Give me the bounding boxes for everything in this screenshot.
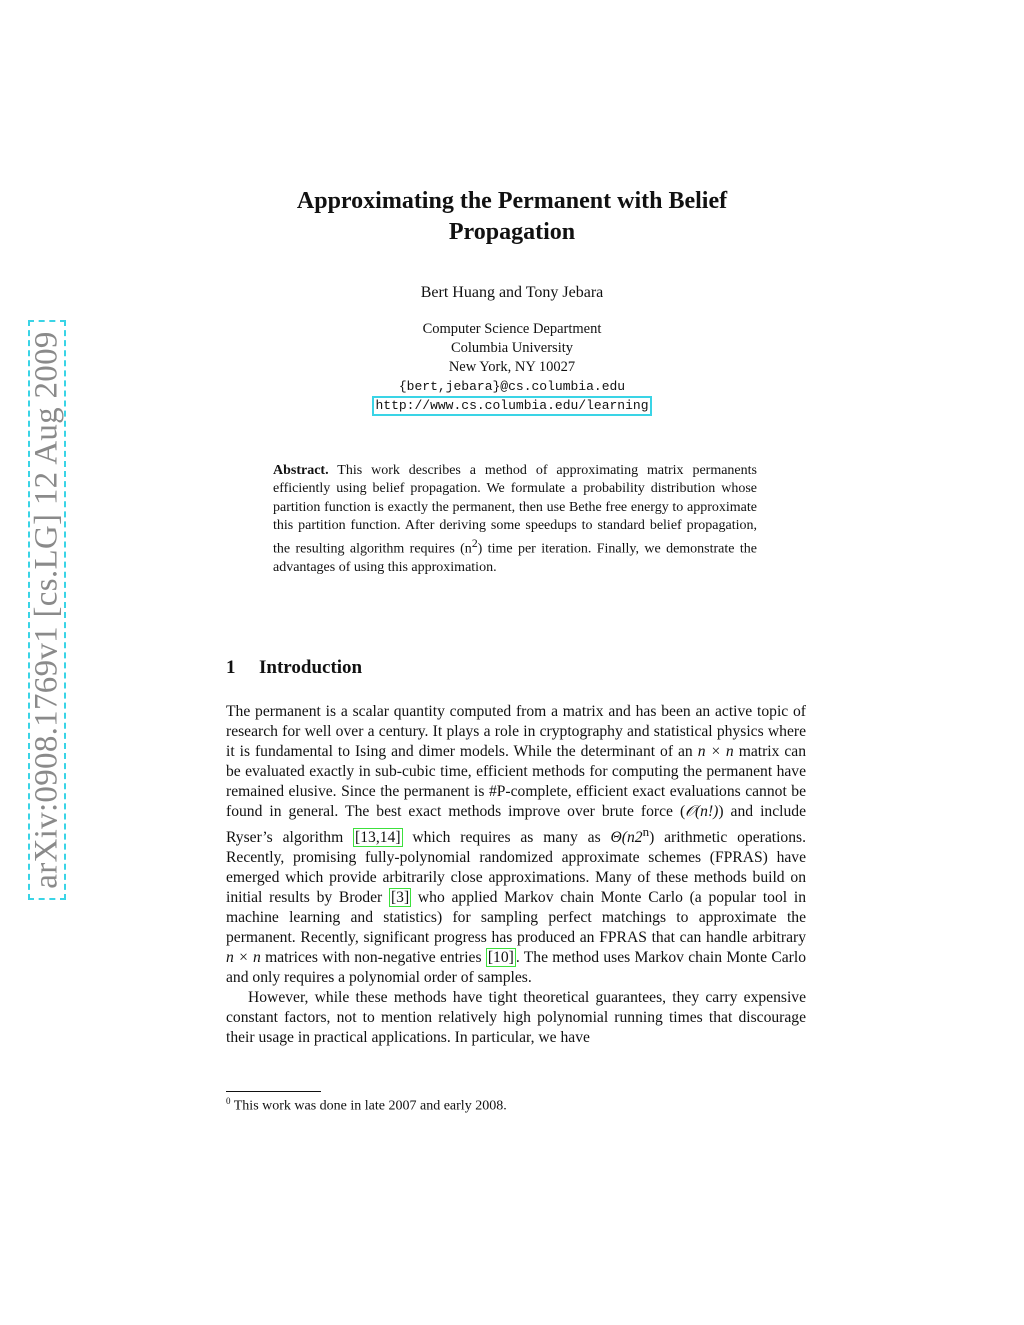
city: New York, NY 10027: [448, 359, 576, 375]
body-text: [226, 702, 806, 1048]
math-sup: n: [642, 824, 650, 839]
email: {bert,jebara}@cs.columbia.edu: [398, 379, 626, 394]
paper-title: [0, 186, 1024, 248]
abstract: [273, 462, 757, 577]
abstract-text-end: ) time per iteration. Finally, we demonstrate the advantages of using this approximation.: [273, 541, 757, 576]
title-line-2: Propagation: [448, 219, 576, 245]
footnote: [226, 1096, 507, 1115]
citation-link[interactable]: [13,14]: [355, 829, 401, 847]
footnote-text: This work was done in late 2007 and early 2008.: [233, 1098, 507, 1114]
text: matrices with non-negative entries: [260, 949, 486, 967]
department: Computer Science Department: [422, 321, 602, 337]
text: matrix can be evaluated exactly in sub-cubic time, efficient methods for computing the permanent have remained elusive. Since the permanent is #P-complete, efficient exact evaluations cannot be found in general. The best exact methods improve over brute force (: [226, 743, 806, 820]
section-title: Introduction: [259, 657, 363, 678]
title-line-1: Approximating the Permanent with Belief: [296, 188, 728, 214]
arxiv-id: arXiv:0908.1769v1 [cs.LG] 12 Aug 2009: [28, 331, 65, 889]
text: who applied Markov chain Monte Carlo (a popular tool in machine learning and statistics) for sampling perfect matchings to approximate the permanent. Recently, significant progress has produced an FPRAS that can handle arbitrary: [226, 889, 806, 947]
authors: Bert Huang and Tony Jebara: [420, 284, 604, 301]
homepage-link[interactable]: http://www.cs.columbia.edu/learning: [372, 396, 651, 416]
paragraph-2: However, while these methods have tight theoretical guarantees, they carry expensive constant factors, not to mention relatively high polynomial running times that discourage their usage in practical applications. In particular, we have: [226, 989, 806, 1047]
university: Columbia University: [450, 340, 574, 356]
text: . The method uses Markov chain Monte Carlo and only requires a polynomial order of samples.: [226, 949, 806, 987]
paragraph-1: [226, 702, 806, 988]
text: which requires as many as: [402, 829, 611, 847]
abstract-sup: 2: [471, 537, 478, 551]
text: The permanent is a scalar quantity computed from a matrix and has been an active topic of research for well over a century. It plays a role in cryptography and statistical physics where it is fundamental to Ising and dimer models. While the determinant of an: [226, 703, 806, 760]
abstract-text: This work describes a method of approximating matrix permanents efficiently using belief propagation. We formulate a probability distribution whose partition function is exactly the permanent, then use Bethe free energy to approximate this partition function. After deriving some speedups to standard belief propagation, the resulting algorithm requires (n: [273, 463, 757, 557]
citation-link[interactable]: [3]: [390, 889, 410, 907]
text: ) arithmetic operations. Recently, promising fully-polynomial randomized approximate schemes (FPRAS) have emerged which provide arbitrarily close approximations. Many of these methods build on initial results by Broder: [226, 829, 806, 907]
section-heading: [226, 657, 362, 679]
math: n × n: [226, 949, 261, 967]
footnote-mark: 0: [226, 1096, 231, 1106]
math: Θ(n2: [610, 829, 643, 847]
math: n × n: [697, 743, 734, 760]
abstract-label: Abstract.: [273, 463, 329, 478]
text: ) and include Ryser’s algorithm: [226, 803, 806, 847]
math: 𝒪(n!): [685, 803, 719, 820]
footnote-rule: [226, 1091, 321, 1092]
citation-link[interactable]: [10]: [487, 949, 514, 967]
affiliation: [0, 320, 1024, 416]
section-number: 1: [226, 657, 236, 678]
